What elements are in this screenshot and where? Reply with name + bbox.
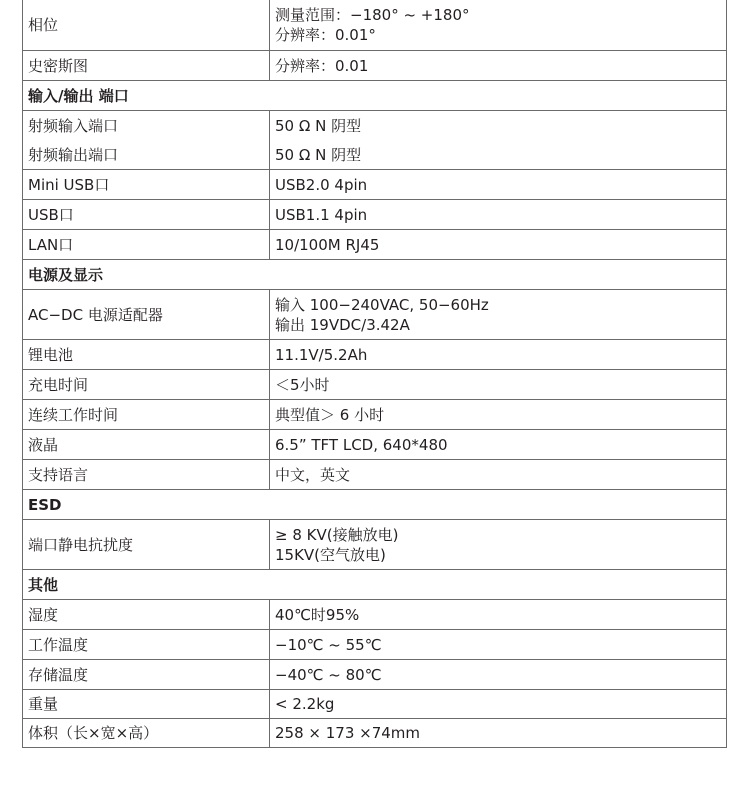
spec-label: 存储温度 [28,665,89,684]
spec-value-cell [269,170,726,199]
spec-value-cell [269,230,726,259]
spec-label: AC−DC 电源适配器 [28,305,163,324]
spec-label: 体积（长×宽×高） [28,724,159,742]
spec-value-cell [269,0,726,50]
spec-row-charge-time [23,369,726,399]
section-title: 输入/输出 端口 [28,86,129,105]
section-header-esd [23,489,726,519]
spec-value-line: 输出 19VDC/3.42A [275,315,410,334]
spec-value-line: 15KV(空气放电) [275,545,386,564]
spec-value-line: 40℃时95% [275,605,360,624]
spec-row-battery [23,339,726,369]
section-title: ESD [28,495,62,514]
spec-row-operating-temp [23,629,726,659]
spec-value-cell [269,51,726,80]
spec-value-line: −10℃ ~ 55℃ [275,635,382,654]
spec-value-line: 50 Ω N 阴型 [275,145,362,164]
spec-value-cell [269,111,726,140]
spec-value-line: USB2.0 4pin [275,175,368,194]
spec-row-rf-output [23,140,726,169]
spec-value-cell [269,630,726,659]
spec-row-smith-chart [23,50,726,80]
spec-value-line: 典型值＞ 6 小时 [275,405,385,424]
spec-value-line: 10/100M RJ45 [275,235,380,254]
spec-row-mini-usb [23,169,726,199]
spec-label: 液晶 [28,435,59,454]
spec-label: 射频输入端口 [28,116,119,135]
spec-row-humidity [23,599,726,629]
spec-value-line: 50 Ω N 阴型 [275,116,362,135]
spec-label: 重量 [28,695,59,713]
spec-label: Mini USB口 [28,175,110,194]
spec-row-runtime [23,399,726,429]
section-title: 其他 [28,575,59,594]
spec-row-storage-temp [23,659,726,689]
spec-row-usb [23,199,726,229]
spec-value-cell [269,400,726,429]
spec-label: 充电时间 [28,375,89,394]
spec-value-cell [269,520,726,569]
spec-row-phase [23,0,726,50]
spec-value-line: 6.5” TFT LCD, 640*480 [275,435,448,454]
spec-value-cell [269,690,726,718]
spec-value-line: 分辨率：0.01 [275,56,369,75]
spec-row-ac-dc-adapter [23,289,726,339]
spec-label: 工作温度 [28,635,89,654]
spec-value-line: 258 × 173 ×74mm [275,724,421,742]
spec-value-cell [269,200,726,229]
spec-label: 支持语言 [28,465,89,484]
spec-value-cell [269,660,726,689]
spec-value-cell [269,600,726,629]
spec-value-line: ≥ 8 KV(接触放电) [275,525,399,544]
spec-value-line: 输入 100−240VAC, 50−60Hz [275,295,489,314]
spec-label: USB口 [28,205,74,224]
spec-row-esd-immunity [23,519,726,569]
section-header-io-ports [23,80,726,110]
spec-row-lcd [23,429,726,459]
spec-label: 相位 [28,16,59,34]
spec-table [22,0,727,748]
spec-value-line: 分辨率：0.01° [275,26,376,44]
spec-value-line: USB1.1 4pin [275,205,368,224]
spec-label: LAN口 [28,235,74,254]
spec-value-line: < 2.2kg [275,695,335,713]
spec-value-cell [269,340,726,369]
spec-value-line: 测量范围：−180° ~ +180° [275,6,470,24]
section-header-other [23,569,726,599]
spec-row-weight [23,689,726,718]
spec-value-line: 中文，英文 [275,465,351,484]
spec-value-line: ＜5小时 [275,375,330,394]
spec-value-cell [269,430,726,459]
spec-value-cell [269,140,726,169]
spec-label: 射频输出端口 [28,145,119,164]
spec-row-languages [23,459,726,489]
spec-value-line: 11.1V/5.2Ah [275,345,368,364]
spec-row-rf-input [23,110,726,140]
spec-row-dimensions [23,718,726,747]
spec-label: 端口静电抗扰度 [28,535,134,554]
section-header-power-display [23,259,726,289]
spec-value-cell [269,290,726,339]
spec-value-cell [269,370,726,399]
spec-label: 连续工作时间 [28,405,119,424]
spec-label: 史密斯图 [28,56,89,75]
spec-label: 锂电池 [28,345,74,364]
spec-row-lan [23,229,726,259]
section-title: 电源及显示 [28,265,104,284]
spec-label: 湿度 [28,605,59,624]
spec-value-line: −40℃ ~ 80℃ [275,665,382,684]
spec-value-cell [269,460,726,489]
spec-value-cell [269,719,726,747]
